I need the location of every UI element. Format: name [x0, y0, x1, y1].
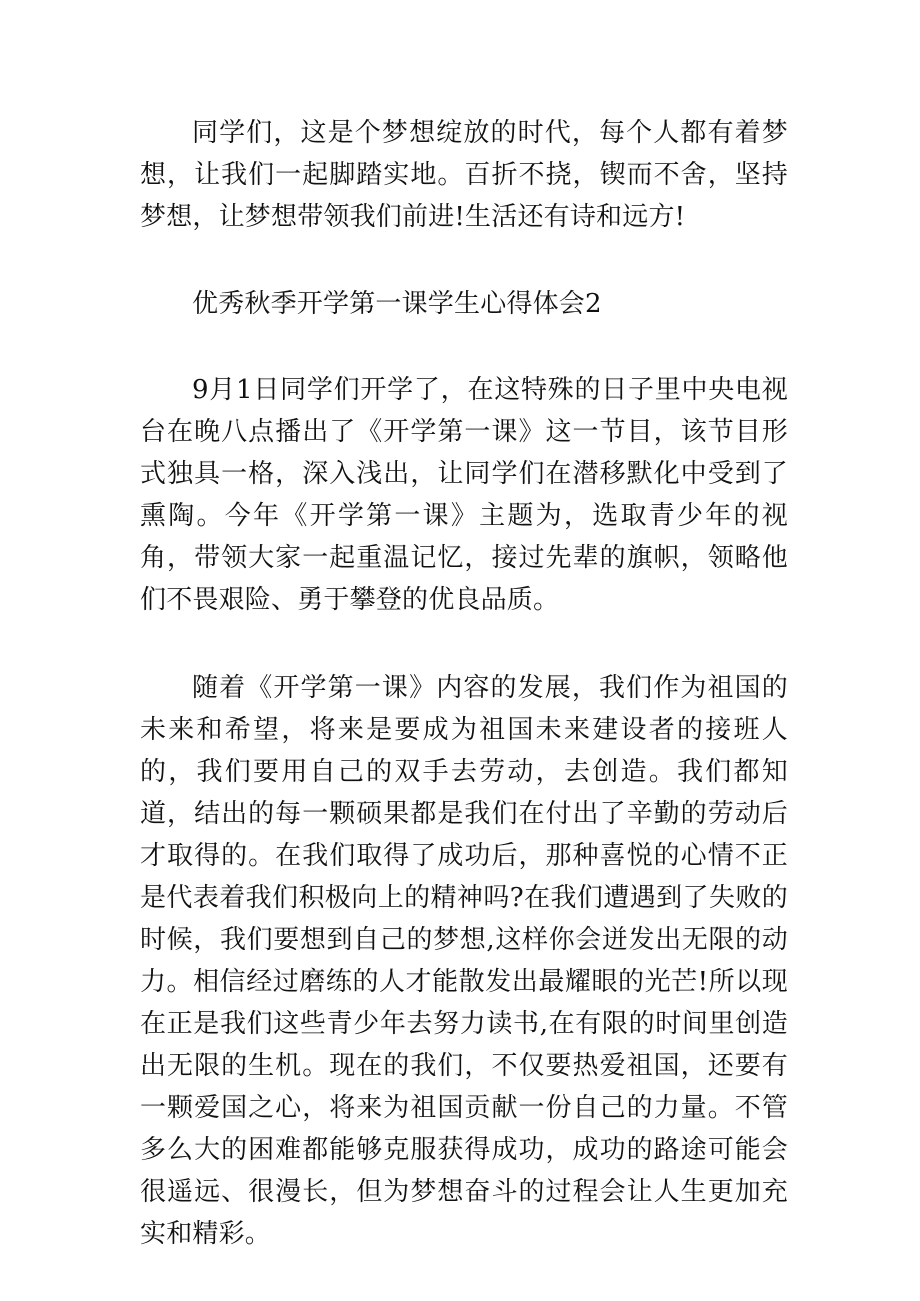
- paragraph-3: 随着《开学第一课》内容的发展，我们作为祖国的未来和希望，将来是要成为祖国未来建设者的接班人的，我们要用自己的双手去劳动，去创造。我们都知道，结出的每一颗硕果都是我们在付出了辛勤的劳动后才取得的。在我们取得了成功后，那种喜悦的心情不正是代表着我们积极向上的精神吗?在我们遭遇到了失败的时候，我们要想到自己的梦想,这样你会迸发出无限的动力。相信经过磨练的人才能散发出最耀眼的光芒!所以现在正是我们这些青少年去努力读书,在有限的时间里创造出无限的生机。现在的我们，不仅要热爱祖国，还要有一颗爱国之心，将来为祖国贡献一份自己的力量。不管多么大的困难都能够克服获得成功，成功的路途可能会很遥远、很漫长，但为梦想奋斗的过程会让人生更加充实和精彩。: [140, 673, 788, 1249]
- section-heading: 优秀秋季开学第一课学生心得体会2: [192, 289, 602, 319]
- spacer: [140, 325, 788, 369]
- paragraph-1: 同学们，这是个梦想绽放的时代，每个人都有着梦想，让我们一起脚踏实地。百折不挠，锲而不舍，坚持梦想，让梦想带领我们前进!生活还有诗和远方!: [140, 118, 788, 232]
- paragraph-2: 9月1日同学们开学了，在这特殊的日子里中央电视台在晚八点播出了《开学第一课》这一节目，该节目形式独具一格，深入浅出，让同学们在潜移默化中受到了熏陶。今年《开学第一课》主题为，选取青少年的视角，带领大家一起重温记忆，接过先辈的旗帜，领略他们不畏艰险、勇于攀登的优良品质。: [140, 375, 788, 615]
- spacer: [140, 621, 788, 667]
- spacer: [140, 238, 788, 283]
- document-page: [140, 112, 788, 1255]
